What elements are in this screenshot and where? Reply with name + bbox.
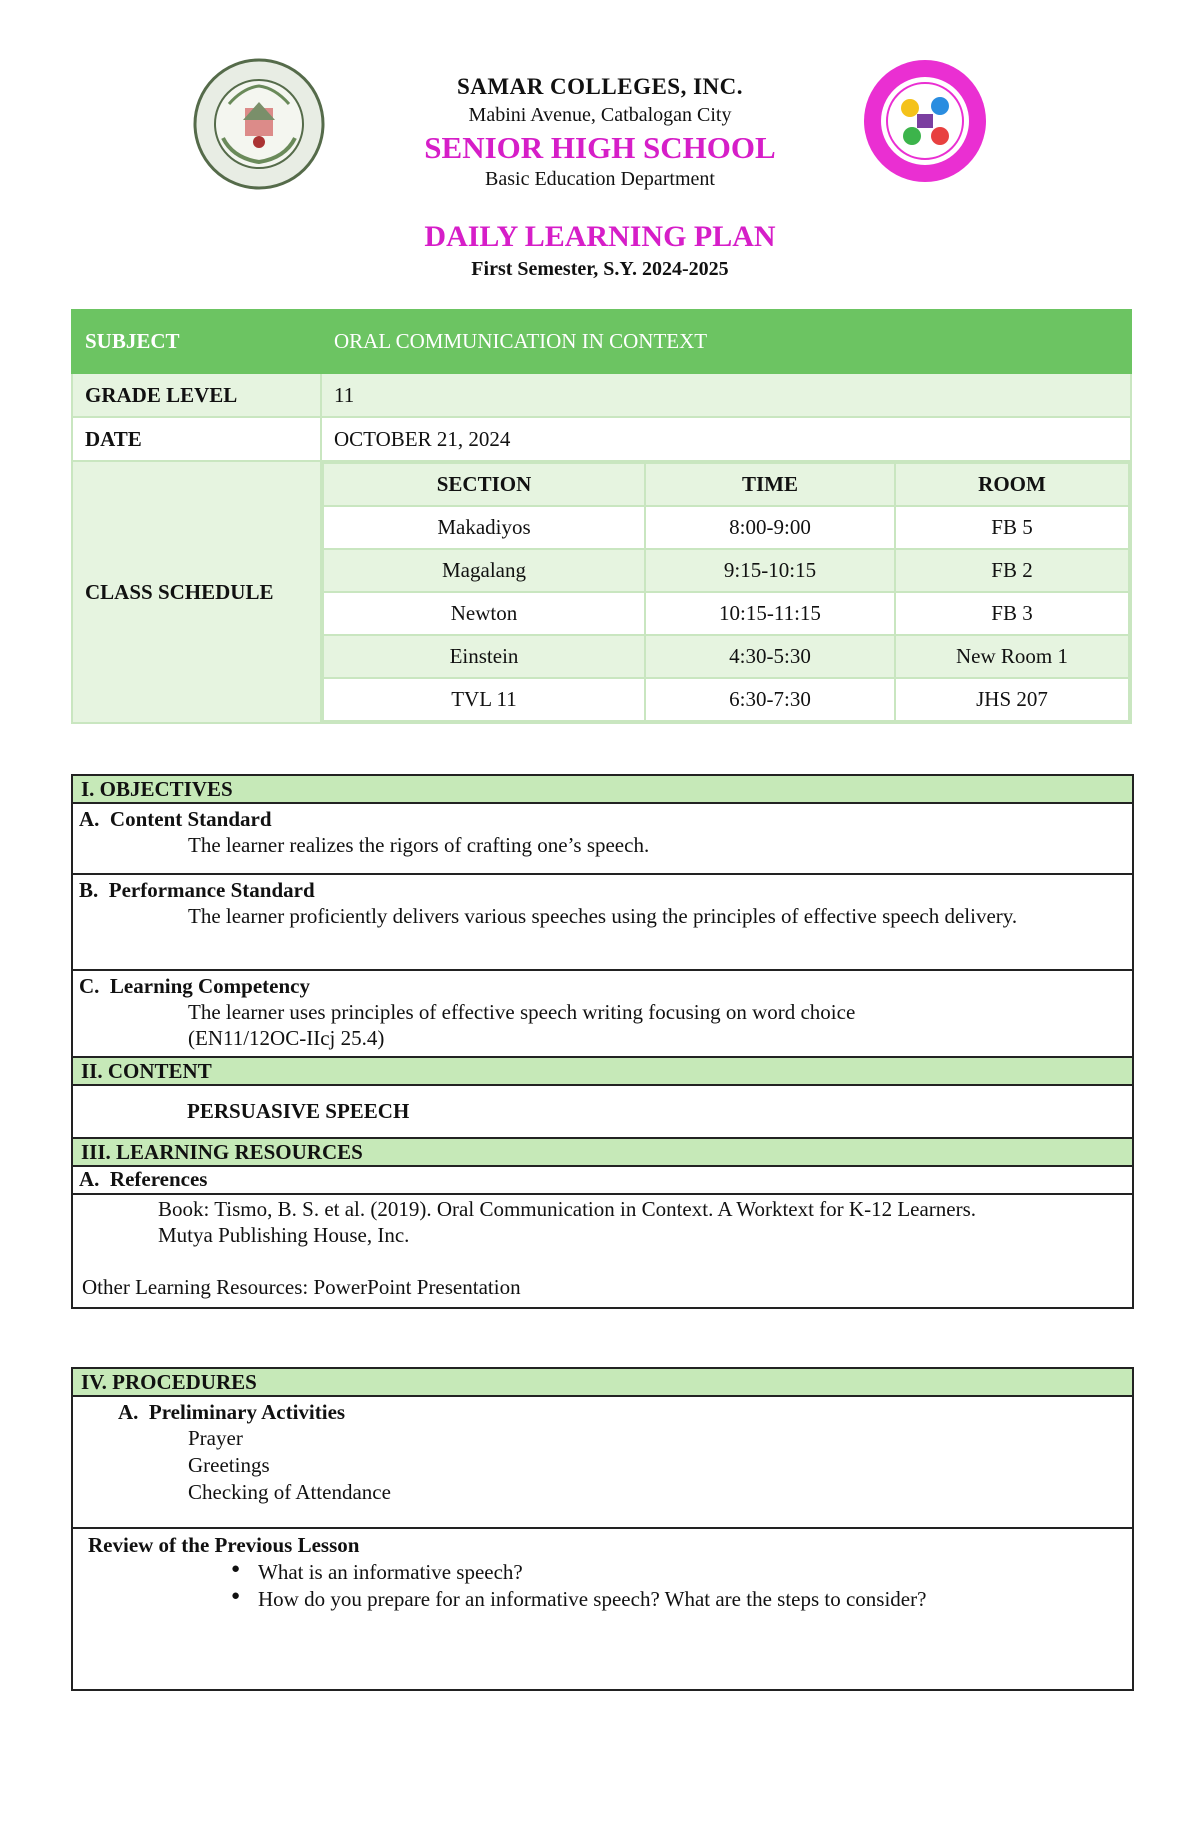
references-row (73, 1195, 1132, 1307)
school-address: Mabini Avenue, Catbalogan City (468, 104, 732, 126)
date-label: DATE (72, 417, 321, 461)
grade-level-value: 11 (321, 373, 1131, 417)
semester-line: First Semester, S.Y. 2024-2025 (471, 258, 729, 280)
lesson-info-table (71, 309, 1132, 724)
references-label-row (73, 1167, 1132, 1195)
schedule-header-room: ROOM (895, 463, 1129, 506)
date-value: OCTOBER 21, 2024 (321, 417, 1131, 461)
preliminary-item: Greetings (188, 1453, 270, 1477)
schedule-section: TVL 11 (323, 678, 645, 721)
schedule-time: 8:00-9:00 (645, 506, 895, 549)
schedule-room: FB 5 (895, 506, 1129, 549)
learning-competency-row (73, 971, 1132, 1058)
schedule-row (323, 506, 1129, 549)
preliminary-item: Checking of Attendance (188, 1480, 391, 1504)
review-item: ● How do you prepare for an informative speech? What are the steps to consider? (258, 1587, 926, 1612)
schedule-row (323, 635, 1129, 678)
content-heading: II. CONTENT (73, 1058, 1132, 1086)
schedule-time: 10:15-11:15 (645, 592, 895, 635)
preliminary-activities-row (73, 1397, 1132, 1529)
preliminary-item: Prayer (188, 1426, 243, 1450)
schedule-room: JHS 207 (895, 678, 1129, 721)
grade-level-label: GRADE LEVEL (72, 373, 321, 417)
content-row (73, 1086, 1132, 1139)
schedule-section: Newton (323, 592, 645, 635)
learning-competency-code: (EN11/12OC-IIcj 25.4) (188, 1026, 385, 1050)
procedures-heading: IV. PROCEDURES (73, 1369, 1132, 1397)
schedule-time: 9:15-10:15 (645, 549, 895, 592)
subject-value: ORAL COMMUNICATION IN CONTEXT (321, 310, 1131, 373)
review-item: ● What is an informative speech? (258, 1560, 523, 1585)
learning-competency-label: C. Learning Competency (79, 974, 310, 998)
learning-resources-heading: III. LEARNING RESOURCES (73, 1139, 1132, 1167)
performance-standard-label: B. Performance Standard (79, 878, 315, 902)
department-name: Basic Education Department (485, 168, 715, 190)
schedule-time: 4:30-5:30 (645, 635, 895, 678)
senior-high-school-title: SENIOR HIGH SCHOOL (424, 130, 776, 165)
procedures-box (71, 1367, 1134, 1691)
plan-title: DAILY LEARNING PLAN (424, 220, 776, 253)
review-row (73, 1529, 1132, 1687)
objectives-heading: I. OBJECTIVES (73, 776, 1132, 804)
content-standard-text: The learner realizes the rigors of crafting one’s speech. (188, 833, 650, 857)
schedule-room: FB 3 (895, 592, 1129, 635)
schedule-row (323, 678, 1129, 721)
content-standard-row (73, 804, 1132, 875)
school-name: SAMAR COLLEGES, INC. (456, 74, 744, 99)
schedule-section: Magalang (323, 549, 645, 592)
learning-competency-text: The learner uses principles of effective speech writing focusing on word choice (188, 1000, 856, 1024)
review-label: Review of the Previous Lesson (88, 1533, 360, 1557)
schedule-section: Makadiyos (323, 506, 645, 549)
schedule-row (323, 592, 1129, 635)
class-schedule-table (322, 462, 1130, 722)
class-schedule-label: CLASS SCHEDULE (72, 461, 321, 723)
preliminary-activities-label: A. Preliminary Activities (118, 1400, 346, 1424)
performance-standard-text: The learner proficiently delivers various speeches using the principles of effective speech delivery. (188, 904, 1018, 928)
content-topic: PERSUASIVE SPEECH (187, 1099, 410, 1123)
reference-book-line1: Book: Tismo, B. S. et al. (2019). Oral Communication in Context. A Worktext for K-12 Learners. (158, 1197, 977, 1221)
reference-book-line2: Mutya Publishing House, Inc. (158, 1223, 410, 1247)
subject-label: SUBJECT (72, 310, 321, 373)
other-learning-resources: Other Learning Resources: PowerPoint Presentation (82, 1275, 521, 1299)
performance-standard-row (73, 875, 1132, 971)
schedule-time: 6:30-7:30 (645, 678, 895, 721)
schedule-header-section: SECTION (323, 463, 645, 506)
references-label: A. References (79, 1167, 208, 1191)
schedule-row (323, 549, 1129, 592)
schedule-section: Einstein (323, 635, 645, 678)
schedule-room: New Room 1 (895, 635, 1129, 678)
content-standard-label: A. Content Standard (79, 807, 272, 831)
lesson-body-box (71, 774, 1134, 1309)
schedule-header-time: TIME (645, 463, 895, 506)
schedule-room: FB 2 (895, 549, 1129, 592)
